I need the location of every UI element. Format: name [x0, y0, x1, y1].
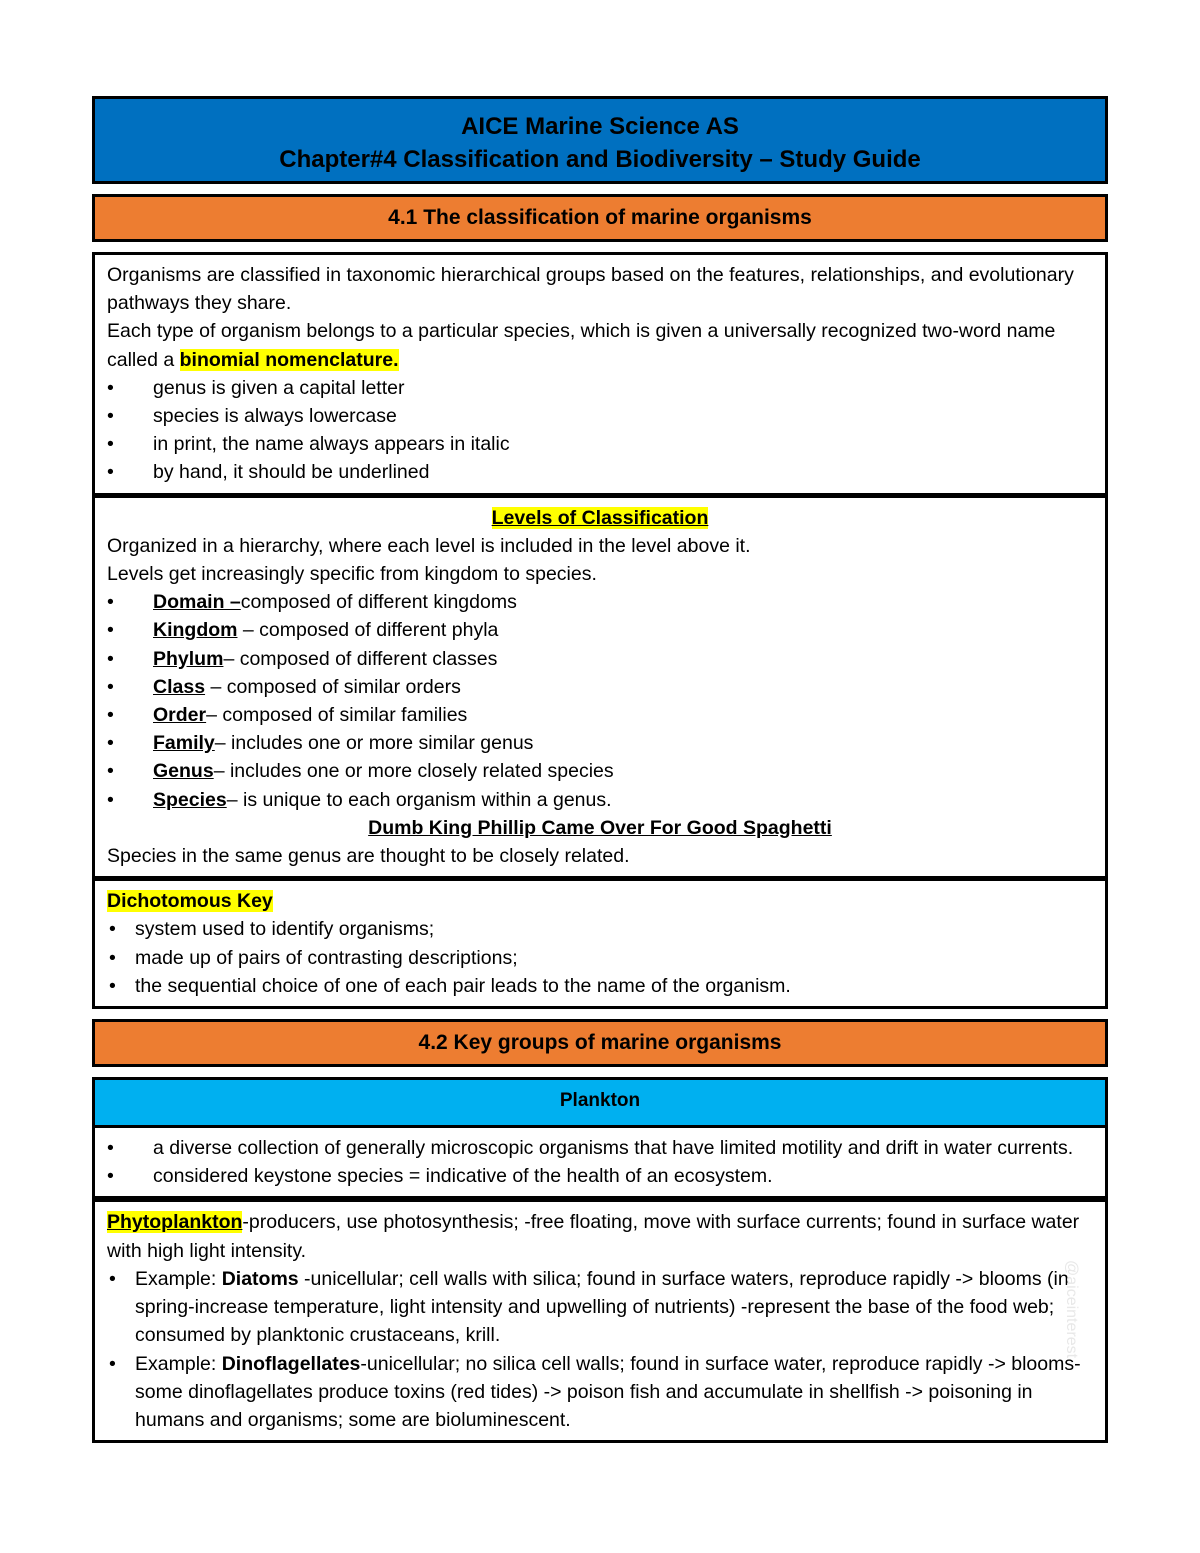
dichotomous-heading: Dichotomous Key [107, 890, 273, 913]
intro-paragraph-2: Each type of organism belongs to a particular species, which is given a universally recognized two-word name called a binomial nomenclature. [107, 320, 1056, 371]
naming-rules-list [107, 374, 1093, 487]
levels-closing: Species in the same genus are thought to be closely related. [107, 845, 630, 868]
watermark: @aiceinterest [1063, 1260, 1080, 1359]
bullet-icon: • [107, 647, 114, 670]
list-item: • Phylum– composed of different classes [107, 645, 1093, 673]
list-item: • Kingdom – composed of different phyla [107, 616, 1093, 644]
course-title: AICE Marine Science AS [461, 113, 739, 140]
bullet-icon: • [109, 918, 116, 941]
bullet-icon: • [109, 1267, 116, 1290]
study-guide-page [92, 96, 1108, 1443]
bullet-icon: • [107, 675, 114, 698]
dichotomous-list [107, 915, 1093, 1000]
list-item: • by hand, it should be underlined [107, 458, 1093, 486]
bullet-icon: • [107, 433, 114, 456]
phytoplankton-term: Phytoplankton [107, 1211, 243, 1234]
bullet-icon: • [107, 732, 114, 755]
bullet-icon: • [109, 946, 116, 969]
plankton-header [92, 1077, 1108, 1125]
list-item: • Example: Diatoms -unicellular; cell walls with silica; found in surface waters, reproduce rapidly -> blooms (in spring-increase temperature, light intensity and upwelling of nutrients) -represent the base of the food web; consumed by planktonic crustaceans, krill. [107, 1265, 1093, 1350]
intro-paragraph-1: Organisms are classified in taxonomic hierarchical groups based on the features, relationships, and evolutionary pathways they share. [107, 264, 1074, 315]
list-item: • Order– composed of similar families [107, 701, 1093, 729]
list-item: • system used to identify organisms; [107, 915, 1093, 943]
list-item: • Family– includes one or more similar genus [107, 729, 1093, 757]
bullet-icon: • [109, 1352, 116, 1375]
levels-heading: Levels of Classification [491, 506, 709, 529]
list-item: • Genus– includes one or more closely related species [107, 757, 1093, 785]
plankton-description [92, 1125, 1108, 1199]
list-item: • Example: Dinoflagellates-unicellular; no silica cell walls; found in surface water, reproduce rapidly -> blooms-some dinoflagellates produce toxins (red tides) -> poison fish and accumulate in shellfish -> poisoning in humans and organisms; some are bioluminescent. [107, 1350, 1093, 1435]
bullet-icon: • [107, 591, 114, 614]
plankton-heading: Plankton [559, 1090, 641, 1112]
mnemonic: Dumb King Phillip Came Over For Good Spaghetti [368, 816, 832, 839]
section-4-2-header [92, 1019, 1108, 1067]
bullet-icon: • [107, 788, 114, 811]
document-header [92, 96, 1108, 184]
list-item: • a diverse collection of generally microscopic organisms that have limited motility and drift in water currents. [107, 1134, 1093, 1162]
levels-of-classification [92, 496, 1108, 880]
phytoplankton [92, 1199, 1108, 1443]
section-4-1-header [92, 194, 1108, 242]
list-item: • in print, the name always appears in italic [107, 430, 1093, 458]
list-item: • Species– is unique to each organism within a genus. [107, 786, 1093, 814]
bullet-icon: • [109, 974, 116, 997]
section-title: 4.2 Key groups of marine organisms [418, 1031, 782, 1055]
bullet-icon: • [107, 704, 114, 727]
phytoplankton-intro: Phytoplankton-producers, use photosynthesis; -free floating, move with surface currents; found in surface water with high light intensity. [107, 1211, 1080, 1262]
bullet-icon: • [107, 760, 114, 783]
classification-intro [92, 252, 1108, 496]
levels-line-1: Organized in a hierarchy, where each level is included in the level above it. [107, 534, 751, 557]
list-item: • genus is given a capital letter [107, 374, 1093, 402]
phytoplankton-examples [107, 1265, 1093, 1434]
bullet-icon: • [107, 376, 114, 399]
bullet-icon: • [107, 405, 114, 428]
list-item: • considered keystone species = indicative of the health of an ecosystem. [107, 1162, 1093, 1190]
list-item: • the sequential choice of one of each pair leads to the name of the organism. [107, 972, 1093, 1000]
chapter-title: Chapter#4 Classification and Biodiversity – Study Guide [279, 146, 921, 173]
bullet-icon: • [107, 619, 114, 642]
list-item: • Domain –composed of different kingdoms [107, 588, 1093, 616]
list-item: • species is always lowercase [107, 402, 1093, 430]
bullet-icon: • [107, 1137, 114, 1160]
bullet-icon: • [107, 1165, 114, 1188]
dichotomous-key [92, 879, 1108, 1009]
levels-list [107, 588, 1093, 814]
bullet-icon: • [107, 461, 114, 484]
section-title: 4.1 The classification of marine organisms [388, 206, 812, 229]
plankton-list [107, 1134, 1093, 1190]
list-item: • Class – composed of similar orders [107, 673, 1093, 701]
levels-line-2: Levels get increasingly specific from kingdom to species. [107, 563, 597, 586]
list-item: • made up of pairs of contrasting descriptions; [107, 944, 1093, 972]
binomial-highlight: binomial nomenclature. [179, 348, 399, 371]
